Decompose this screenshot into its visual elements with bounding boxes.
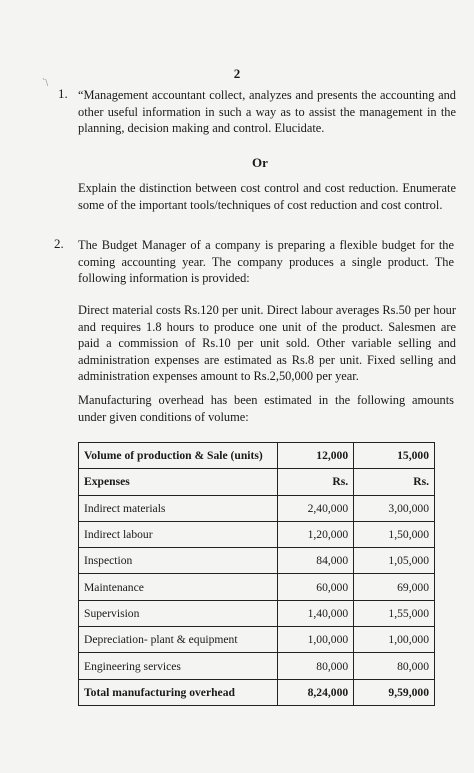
table-row <box>79 653 435 679</box>
table-row <box>79 521 435 547</box>
header-col-12000: 12,000 <box>278 443 354 469</box>
table-subheader-row <box>79 469 435 495</box>
total-value-1: 8,24,000 <box>278 679 354 705</box>
question-1-number: 1. <box>58 86 68 101</box>
question-1-text: “Management accountant collect, analyzes and presents the accounting and other useful information in such a way as to assist the management in the planning, decision making and control. Elucidate. <box>78 88 456 135</box>
row-value-2: 3,00,000 <box>354 495 435 521</box>
table-row <box>79 627 435 653</box>
or-label: Or <box>252 155 268 170</box>
table-row <box>79 600 435 626</box>
row-value-2: 1,50,000 <box>354 521 435 547</box>
table-row <box>79 548 435 574</box>
header-label: Volume of production & Sale (units) <box>79 443 278 469</box>
question-2-number: 2. <box>54 236 64 251</box>
header-col-15000: 15,000 <box>354 443 435 469</box>
row-value-1: 2,40,000 <box>278 495 354 521</box>
table-header-row <box>79 443 435 469</box>
row-label: Inspection <box>79 548 278 574</box>
row-value-1: 1,00,000 <box>278 627 354 653</box>
row-value-2: 1,05,000 <box>354 548 435 574</box>
row-value-1: 80,000 <box>278 653 354 679</box>
total-value-2: 9,59,000 <box>354 679 435 705</box>
row-value-1: 84,000 <box>278 548 354 574</box>
row-value-1: 1,40,000 <box>278 600 354 626</box>
question-1-alternative-text: Explain the distinction between cost control and cost reduction. Enumerate some of the important tools/techniques of cost reduction and cost control. <box>78 181 456 212</box>
row-label: Maintenance <box>79 574 278 600</box>
subheader-col2: Rs. <box>354 469 435 495</box>
total-label: Total manufacturing overhead <box>79 679 278 705</box>
page-number: 2 <box>233 66 241 81</box>
row-label: Supervision <box>79 600 278 626</box>
table-row <box>79 574 435 600</box>
overhead-intro: Manufacturing overhead has been estimated in the following amounts under given conditions of volume: <box>78 393 454 424</box>
row-value-1: 60,000 <box>278 574 354 600</box>
row-label: Indirect labour <box>79 521 278 547</box>
row-label: Indirect materials <box>79 495 278 521</box>
row-label: Engineering services <box>79 653 278 679</box>
subheader-label: Expenses <box>79 469 278 495</box>
table-total-row <box>79 679 435 705</box>
question-2-details: Direct material costs Rs.120 per unit. Direct labour averages Rs.50 per hour and requires 1.8 hours to produce one unit of the product. Salesmen are paid a commission of Rs.10 per unit sold. Other variable selling and administration expenses are estimated as Rs.8 per unit. Fixed selling and administration expenses amount to Rs.2,50,000 per year. <box>78 303 456 383</box>
row-value-2: 69,000 <box>354 574 435 600</box>
row-value-1: 1,20,000 <box>278 521 354 547</box>
subheader-col1: Rs. <box>278 469 354 495</box>
manufacturing-overhead-table <box>78 442 435 706</box>
question-2-intro: The Budget Manager of a company is preparing a flexible budget for the coming accounting year. The company produces a single product. The following information is provided: <box>78 238 454 285</box>
row-value-2: 1,00,000 <box>354 627 435 653</box>
row-label: Depreciation- plant & equipment <box>79 627 278 653</box>
row-value-2: 1,55,000 <box>354 600 435 626</box>
margin-tick-mark: `\ <box>42 78 49 89</box>
row-value-2: 80,000 <box>354 653 435 679</box>
table-row <box>79 495 435 521</box>
